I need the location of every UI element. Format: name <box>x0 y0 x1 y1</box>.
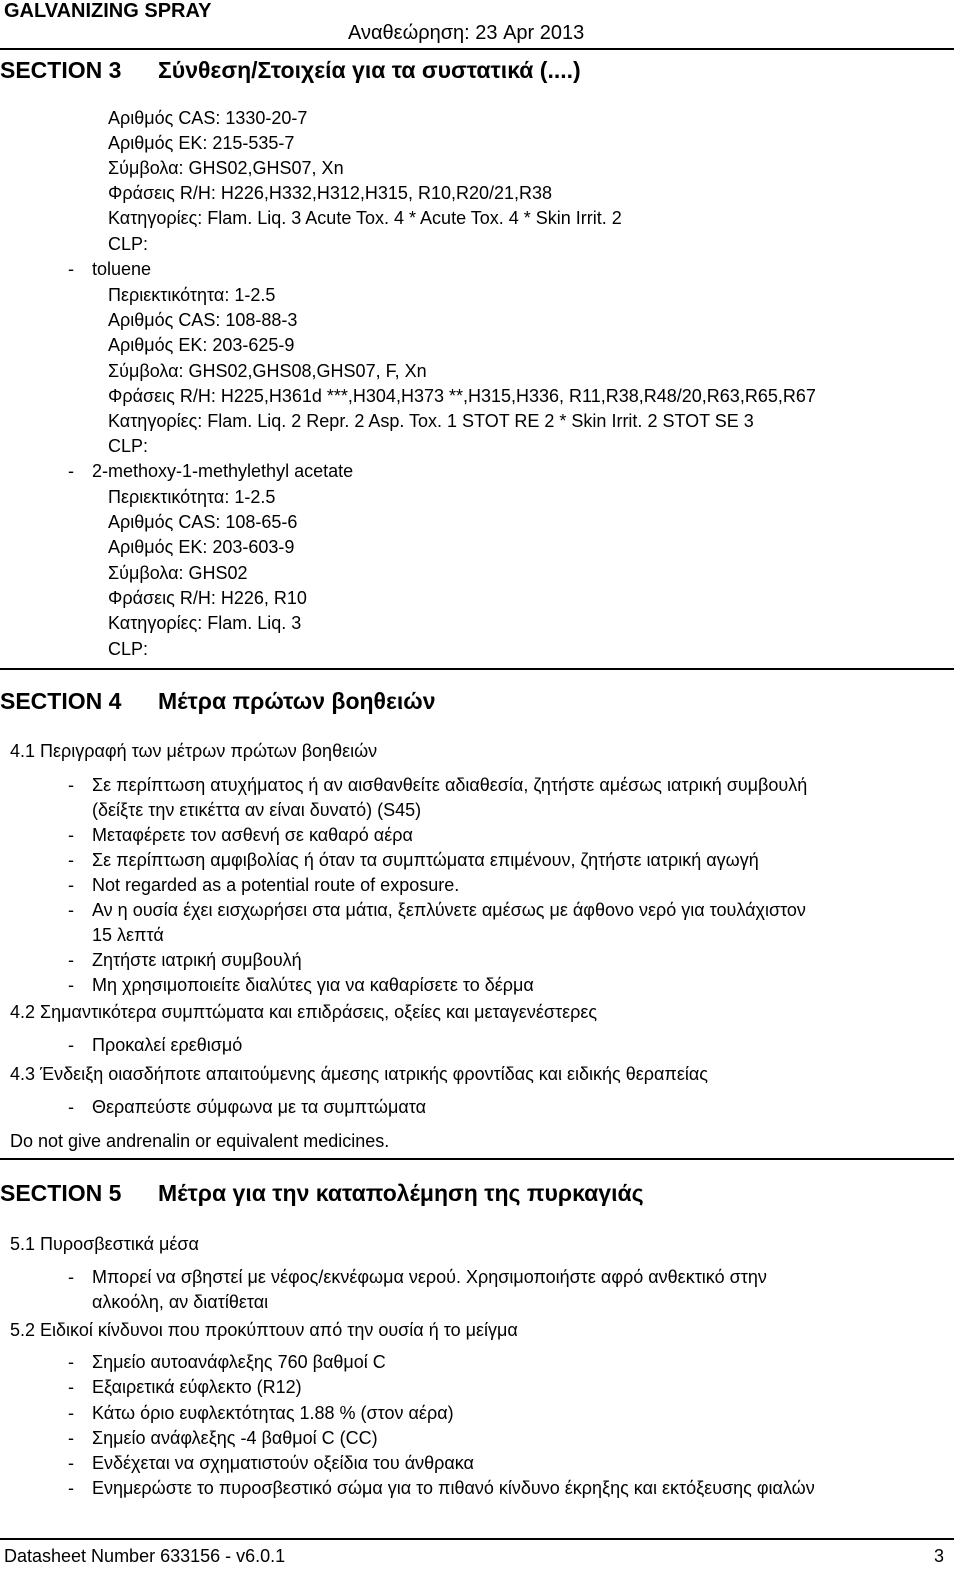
rh-phrases: Φράσεις R/H: H226,H332,H312,H315, R10,R20/21,R38 <box>108 183 553 203</box>
symbols: Σύμβολα: GHS02,GHS07, Xn <box>108 158 344 178</box>
section-title: Σύνθεση/Στοιχεία για τα συστατικά (....) <box>158 57 581 83</box>
section-divider <box>0 668 954 670</box>
ec-number: Αριθμός ΕΚ: 203-603-9 <box>108 537 295 557</box>
rh-phrases: Φράσεις R/H: H226, R10 <box>108 588 307 608</box>
clp-label: CLP: <box>108 436 149 456</box>
footer-divider <box>0 1538 954 1540</box>
section-number: SECTION 5 <box>0 1180 122 1206</box>
subsection-heading: 4.3 Ένδειξη οιασδήποτε απαιτούμενης άμεσης ιατρικής φροντίδας και ειδικής θεραπείας <box>10 1064 708 1084</box>
ec-number: Αριθμός ΕΚ: 215-535-7 <box>108 133 295 153</box>
section-number: SECTION 3 <box>0 57 122 83</box>
section-divider <box>0 1158 954 1160</box>
symbols: Σύμβολα: GHS02,GHS08,GHS07, F, Xn <box>108 361 427 381</box>
section-note: Do not give andrenalin or equivalent medicines. <box>10 1131 390 1151</box>
revision-date: Αναθεώρηση: 23 Apr 2013 <box>348 22 585 44</box>
concentration: Περιεκτικότητα: 1-2.5 <box>108 285 276 305</box>
substance-name: toluene <box>92 259 152 279</box>
symbols: Σύμβολα: GHS02 <box>108 563 248 583</box>
subsection-heading: 4.2 Σημαντικότερα συμπτώματα και επιδράσεις, οξείες και μεταγενέστερες <box>10 1002 598 1022</box>
subsection-heading: 5.1 Πυροσβεστικά μέσα <box>10 1234 199 1254</box>
ec-number: Αριθμός ΕΚ: 203-625-9 <box>108 335 295 355</box>
categories: Κατηγορίες: Flam. Liq. 3 Acute Tox. 4 * Acute Tox. 4 * Skin Irrit. 2 <box>108 208 622 228</box>
cas-number: Αριθμός CAS: 108-65-6 <box>108 512 298 532</box>
concentration: Περιεκτικότητα: 1-2.5 <box>108 487 276 507</box>
categories: Κατηγορίες: Flam. Liq. 3 <box>108 613 302 633</box>
datasheet-number: Datasheet Number 633156 - v6.0.1 <box>4 1546 286 1566</box>
product-name: GALVANIZING SPRAY <box>4 0 212 22</box>
page-number: 3 <box>934 1546 945 1566</box>
clp-label: CLP: <box>108 234 149 254</box>
section-title: Μέτρα πρώτων βοηθειών <box>158 688 436 714</box>
cas-number: Αριθμός CAS: 108-88-3 <box>108 310 298 330</box>
section-number: SECTION 4 <box>0 688 122 714</box>
section-title: Μέτρα για την καταπολέμηση της πυρκαγιάς <box>158 1180 644 1206</box>
categories: Κατηγορίες: Flam. Liq. 2 Repr. 2 Asp. Tox. 1 STOT RE 2 * Skin Irrit. 2 STOT SE 3 <box>108 411 754 431</box>
subsection-heading: 5.2 Ειδικοί κίνδυνοι που προκύπτουν από την ουσία ή το μείγμα <box>10 1320 518 1340</box>
header-divider <box>0 48 954 50</box>
substance-name: 2-methoxy-1-methylethyl acetate <box>92 461 354 481</box>
subsection-heading: 4.1 Περιγραφή των μέτρων πρώτων βοηθειών <box>10 741 378 761</box>
rh-phrases: Φράσεις R/H: H225,H361d ***,H304,H373 **,H315,H336, R11,R38,R48/20,R63,R65,R67 <box>108 386 816 406</box>
cas-number: Αριθμός CAS: 1330-20-7 <box>108 108 308 128</box>
clp-label: CLP: <box>108 639 149 659</box>
